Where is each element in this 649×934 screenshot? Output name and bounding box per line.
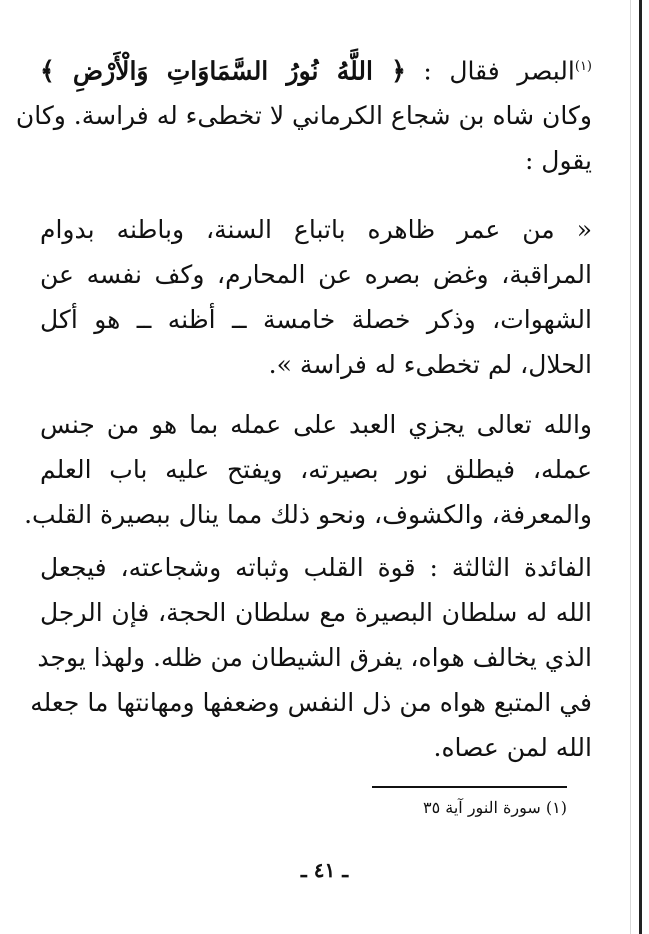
- paragraph-2: [40, 207, 592, 387]
- text-line: الذي يخالف هواه، يفرق الشيطان من ظله. ولهذا يوجد: [37, 643, 592, 672]
- text-line: [40, 44, 592, 93]
- text-line: عمله، فيطلق نور بصيرته، ويفتح عليه باب العلم: [40, 455, 592, 484]
- text-line: الحلال، لم تخطىء له فراسة ».: [268, 350, 592, 379]
- page-number: ـ ٤١ ـ: [300, 858, 349, 882]
- quran-verse: ﴿ اللَّهُ نُورُ السَّمَاوَاتِ وَالْأَرْضِ ﴾: [40, 56, 406, 86]
- text-line: الشهوات، وذكر خصلة خامسة ــ أظنه ــ هو أكل: [40, 305, 592, 334]
- text-line-content: البصر فقال : ﴿ اللَّهُ نُورُ السَّمَاوَاتِ وَالْأَرْضِ ﴾: [40, 56, 575, 86]
- text-line: والله تعالى يجزي العبد على عمله بما هو من جنس: [40, 410, 592, 439]
- paragraph-3: [24, 402, 592, 537]
- page-edge-shadow: [630, 0, 631, 934]
- text-line: الفائدة الثالثة : قوة القلب وثباته وشجاعته، فيجعل: [40, 553, 592, 582]
- footnote-divider: [372, 786, 567, 788]
- text-line: يقول :: [524, 146, 592, 176]
- text-line: وكان شاه بن شجاع الكرماني لا تخطىء له فراسة. وكان: [15, 101, 592, 131]
- page-edge: [639, 0, 642, 934]
- text-line: في المتبع هواه من ذل النفس وضعفها ومهانتها ما جعله: [30, 688, 592, 717]
- text-line: الله لمن عصاه.: [433, 733, 592, 762]
- paragraph-1: [15, 44, 592, 183]
- text-line: « من عمر ظاهره باتباع السنة، وباطنه بدوام: [40, 215, 592, 244]
- footnote: (١) سورة النور آية ٣٥: [422, 798, 567, 817]
- footnote-marker: (١): [574, 59, 592, 74]
- text-line: الله له سلطان البصيرة مع سلطان الحجة، فإن الرجل: [40, 598, 592, 627]
- paragraph-4: [30, 545, 592, 770]
- text-line: المراقبة، وغض بصره عن المحارم، وكف نفسه عن: [40, 260, 592, 289]
- text-line: والمعرفة، والكشوف، ونحو ذلك مما ينال ببصيرة القلب.: [24, 500, 592, 529]
